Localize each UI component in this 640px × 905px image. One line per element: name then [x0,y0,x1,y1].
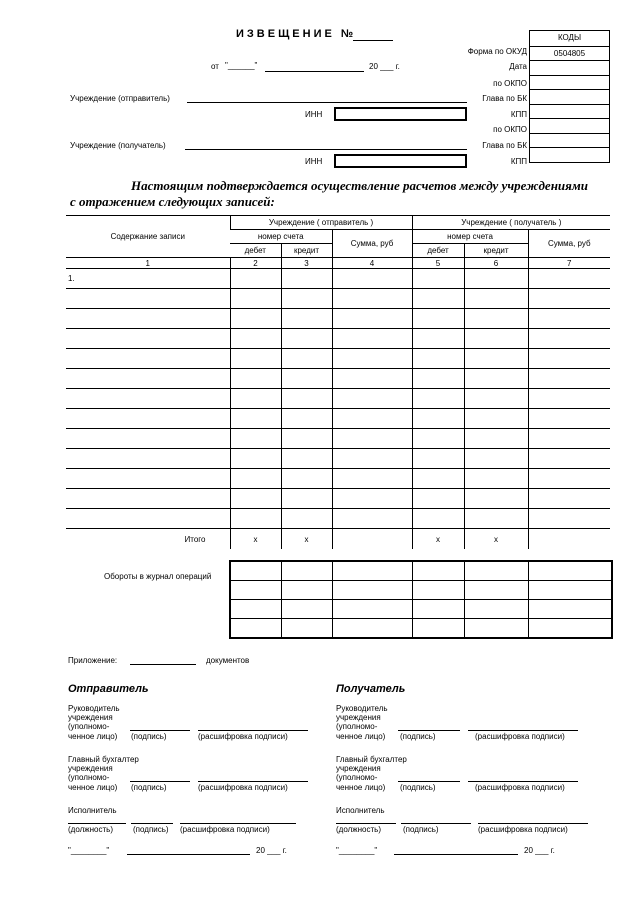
sender-inn-field[interactable] [334,107,467,121]
entry-cell[interactable] [528,509,610,529]
entry-cell[interactable] [464,329,528,349]
signature-caption: (подпись) [400,732,436,741]
receiver-head-label: ченное лицо) [336,732,386,741]
receiver-accountant-label: ченное лицо) [336,783,386,792]
receiver-bk-label: Глава по БК [482,141,527,150]
entry-cell[interactable] [66,309,230,329]
sender-account-header: номер счета [230,230,332,244]
entry-cell[interactable] [332,449,412,469]
appendix-label: Приложение: [68,656,118,665]
sender-head-label: ченное лицо) [68,732,118,741]
entry-cell[interactable] [281,369,332,389]
entry-cell[interactable] [66,449,230,469]
table-row [66,509,610,529]
sender-kpp-code[interactable] [530,104,609,119]
total-x-mark: х [230,529,281,550]
sender-date-month-line[interactable] [127,854,250,855]
sender-head-label: Руководитель [68,704,120,713]
receiver-date-month-line[interactable] [394,854,518,855]
table-row [66,309,610,329]
receiver-executor-decoding-line[interactable] [478,823,588,824]
entry-cell[interactable] [412,409,464,429]
receiver-accountant-signature-line[interactable] [398,781,460,782]
sender-accountant-label: Главный бухгалтер [68,755,139,764]
table-row [66,289,610,309]
date-code[interactable] [530,60,609,75]
sender-accountant-decoding-line[interactable] [198,781,308,782]
entry-cell[interactable] [464,269,528,289]
total-label: Итого [66,529,230,550]
entry-cell[interactable] [412,309,464,329]
turnover-cell[interactable] [528,600,612,619]
col-number: 6 [464,258,528,269]
entry-cell[interactable]: 1. [66,269,230,289]
receiver-accountant-label: Главный бухгалтер [336,755,407,764]
turnover-cell[interactable] [464,619,528,639]
sender-bk-label: Глава по БК [482,94,527,103]
turnover-cell[interactable] [281,600,332,619]
turnover-cell[interactable] [332,600,412,619]
entries-table [66,215,610,549]
receiver-inn-label: ИНН [305,157,323,166]
signature-caption: (подпись) [400,783,436,792]
entry-cell[interactable] [464,349,528,369]
receiver-group-header: Учреждение ( получатель ) [412,216,610,230]
sender-executor-decoding-line[interactable] [180,823,296,824]
date-year: 20 ___ г. [369,62,400,71]
date-month-line[interactable] [265,71,364,72]
col-number: 2 [230,258,281,269]
entry-cell[interactable] [66,349,230,369]
turnover-cell[interactable] [230,561,281,581]
col-number: 3 [281,258,332,269]
entry-cell[interactable] [66,389,230,409]
entry-cell[interactable] [281,509,332,529]
entry-cell[interactable] [332,469,412,489]
entry-cell[interactable] [412,489,464,509]
position-caption: (должность) [336,825,381,834]
entry-cell[interactable] [230,349,281,369]
receiver-head-decoding-line[interactable] [468,730,578,731]
entry-cell[interactable] [412,269,464,289]
receiver-accountant-label: (уполномо- [336,773,378,782]
decoding-caption: (расшифровка подписи) [198,783,288,792]
table-row [66,489,610,509]
sender-accountant-signature-line[interactable] [130,781,190,782]
turnover-cell[interactable] [281,561,332,581]
entry-cell[interactable] [281,349,332,369]
entry-cell[interactable] [66,429,230,449]
receiver-head-label: (уполномо- [336,722,378,731]
receiver-executor-label: Исполнитель [336,806,385,815]
sender-sum-header: Сумма, руб [332,230,412,258]
turnover-cell[interactable] [412,581,464,600]
receiver-date-year: 20 ___ г. [524,846,555,855]
sender-head-decoding-line[interactable] [198,730,308,731]
sender-head-signature-line[interactable] [130,730,190,731]
entry-cell[interactable] [66,369,230,389]
table-row [66,449,610,469]
entry-cell[interactable] [332,269,412,289]
entry-cell[interactable] [528,369,610,389]
entry-cell[interactable] [230,309,281,329]
turnover-cell[interactable] [528,581,612,600]
total-sum-receiver[interactable] [528,529,610,550]
table-row [66,369,610,389]
entry-cell[interactable] [332,509,412,529]
entry-cell[interactable] [528,309,610,329]
turnover-cell[interactable] [412,561,464,581]
appendix-suffix: документов [206,656,250,665]
entry-cell[interactable] [528,449,610,469]
entry-cell[interactable] [464,449,528,469]
entry-cell[interactable] [528,469,610,489]
table-row [66,269,610,289]
entry-cell[interactable] [230,389,281,409]
turnover-cell[interactable] [332,581,412,600]
receiver-head-signature-line[interactable] [398,730,460,731]
entry-cell[interactable] [332,429,412,449]
sender-debit-header: дебет [230,244,281,258]
sender-date-day: "________" [68,846,110,855]
heading-line2: с отражением следующих записей: [70,194,275,209]
sender-accountant-label: ченное лицо) [68,783,118,792]
entry-cell[interactable] [281,269,332,289]
turnover-cell[interactable] [412,619,464,639]
date-prefix: от [211,62,219,71]
entry-cell[interactable] [332,309,412,329]
entry-cell[interactable] [332,409,412,429]
entry-cell[interactable] [412,329,464,349]
entry-cell[interactable] [281,489,332,509]
turnover-cell[interactable] [230,619,281,639]
receiver-executor-signature-line[interactable] [401,823,471,824]
col-number: 7 [528,258,610,269]
entry-cell[interactable] [332,369,412,389]
appendix-count-line[interactable] [130,664,196,665]
turnover-cell[interactable] [412,600,464,619]
doc-number-line[interactable] [353,40,393,41]
sender-name-line[interactable] [187,102,467,103]
entry-cell[interactable] [281,309,332,329]
entry-cell[interactable] [230,409,281,429]
receiver-kpp-code[interactable] [530,147,609,162]
entry-cell[interactable] [412,449,464,469]
sender-date-year: 20 ___ г. [256,846,287,855]
entry-cell[interactable] [528,489,610,509]
sender-okpo-label: по ОКПО [493,79,527,88]
receiver-inn-field[interactable] [334,154,467,168]
entry-cell[interactable] [230,449,281,469]
table-row [66,389,610,409]
entry-cell[interactable] [66,329,230,349]
date-day: "______" [225,61,258,70]
receiver-section-title: Получатель [336,683,406,695]
entry-cell[interactable] [230,469,281,489]
receiver-kpp-label: КПП [510,157,527,166]
col-number: 4 [332,258,412,269]
turnover-cell[interactable] [464,600,528,619]
turnover-cell[interactable] [528,561,612,581]
entry-cell[interactable] [464,389,528,409]
entry-cell[interactable] [528,289,610,309]
sender-inn-label: ИНН [305,110,323,119]
sender-executor-position-line[interactable] [68,823,126,824]
entry-cell[interactable] [528,349,610,369]
turnover-table [229,560,613,639]
entry-cell[interactable] [281,469,332,489]
entry-cell[interactable] [464,469,528,489]
entry-cell[interactable] [66,489,230,509]
turnover-cell[interactable] [230,581,281,600]
receiver-bk-code[interactable] [530,133,609,148]
entry-cell[interactable] [412,509,464,529]
receiver-sum-header: Сумма, руб [528,230,610,258]
heading-line1: Настоящим подтверждается осуществление расчетов между учреждениями [131,178,588,193]
turnover-cell[interactable] [332,561,412,581]
sender-section-title: Отправитель [68,683,149,695]
entry-cell[interactable] [332,349,412,369]
sender-head-label: учреждения [68,713,113,722]
entry-cell[interactable] [332,329,412,349]
table-row [66,329,610,349]
codes-header: КОДЫ [530,31,609,46]
receiver-debit-header: дебет [412,244,464,258]
codes-box [529,30,610,163]
entry-cell[interactable] [230,269,281,289]
total-x-mark: х [281,529,332,550]
entry-cell[interactable] [528,409,610,429]
sender-head-label: (уполномо- [68,722,110,731]
entry-cell[interactable] [332,289,412,309]
receiver-okpo-code[interactable] [530,118,609,133]
entry-cell[interactable] [230,329,281,349]
entry-cell[interactable] [66,509,230,529]
entry-cell[interactable] [230,429,281,449]
entry-cell[interactable] [464,409,528,429]
turnover-cell[interactable] [281,619,332,639]
entry-cell[interactable] [230,369,281,389]
receiver-date-day: "________" [336,846,378,855]
entry-cell[interactable] [281,289,332,309]
col-content-header: Содержание записи [66,216,230,258]
sender-group-header: Учреждение ( отправитель ) [230,216,412,230]
table-row [66,429,610,449]
decoding-caption: (расшифровка подписи) [180,825,270,834]
sender-executor-signature-line[interactable] [131,823,173,824]
sender-okpo-code[interactable] [530,75,609,90]
decoding-caption: (расшифровка подписи) [475,732,565,741]
entry-cell[interactable] [528,269,610,289]
document-title: ИЗВЕЩЕНИЕ № [236,28,357,40]
receiver-executor-position-line[interactable] [336,823,396,824]
entry-cell[interactable] [66,469,230,489]
decoding-caption: (расшифровка подписи) [475,783,565,792]
total-sum-sender[interactable] [332,529,412,550]
turnover-label: Обороты в журнал операций [104,572,212,581]
entry-cell[interactable] [230,489,281,509]
table-row [66,409,610,429]
entry-cell[interactable] [66,289,230,309]
turnover-cell[interactable] [528,619,612,639]
entry-cell[interactable] [464,289,528,309]
sender-label: Учреждение (отправитель) [70,94,170,103]
entry-cell[interactable] [464,509,528,529]
entry-cell[interactable] [412,349,464,369]
entry-cell[interactable] [281,329,332,349]
turnover-cell[interactable] [464,581,528,600]
entry-cell[interactable] [66,409,230,429]
decoding-caption: (расшифровка подписи) [478,825,568,834]
entry-cell[interactable] [412,469,464,489]
entry-cell[interactable] [281,409,332,429]
sender-bk-code[interactable] [530,89,609,104]
okud-code: 0504805 [530,46,609,61]
entry-cell[interactable] [464,429,528,449]
entry-cell[interactable] [281,429,332,449]
sender-credit-header: кредит [281,244,332,258]
entry-cell[interactable] [230,509,281,529]
position-caption: (должность) [68,825,113,834]
entry-cell[interactable] [281,449,332,469]
entry-cell[interactable] [464,369,528,389]
entry-cell[interactable] [412,389,464,409]
sender-kpp-label: КПП [510,110,527,119]
entry-cell[interactable] [412,289,464,309]
entry-cell[interactable] [464,309,528,329]
table-row [66,469,610,489]
receiver-name-line[interactable] [185,149,467,150]
turnover-cell[interactable] [281,581,332,600]
col-number: 5 [412,258,464,269]
entry-cell[interactable] [332,489,412,509]
col-number: 1 [66,258,230,269]
signature-caption: (подпись) [133,825,169,834]
receiver-accountant-label: учреждения [336,764,381,773]
okud-label: Форма по ОКУД [467,47,527,56]
decoding-caption: (расшифровка подписи) [198,732,288,741]
entry-cell[interactable] [528,389,610,409]
receiver-head-label: Руководитель [336,704,388,713]
table-row [66,349,610,369]
entry-cell[interactable] [412,429,464,449]
entry-cell[interactable] [412,369,464,389]
entry-cell[interactable] [464,489,528,509]
total-row [66,529,610,550]
receiver-account-header: номер счета [412,230,528,244]
turnover-cell[interactable] [230,600,281,619]
sender-executor-label: Исполнитель [68,806,117,815]
sender-accountant-label: учреждения [68,764,113,773]
receiver-accountant-decoding-line[interactable] [468,781,578,782]
total-x-mark: х [412,529,464,550]
receiver-credit-header: кредит [464,244,528,258]
receiver-head-label: учреждения [336,713,381,722]
receiver-okpo-label: по ОКПО [493,125,527,134]
entry-cell[interactable] [332,389,412,409]
receiver-label: Учреждение (получатель) [70,141,166,150]
total-x-mark: х [464,529,528,550]
entry-cell[interactable] [281,389,332,409]
entry-cell[interactable] [230,289,281,309]
signature-caption: (подпись) [131,783,167,792]
signature-caption: (подпись) [403,825,439,834]
date-label: Дата [509,62,527,71]
turnover-cell[interactable] [332,619,412,639]
signature-caption: (подпись) [131,732,167,741]
turnover-cell[interactable] [464,561,528,581]
sender-accountant-label: (уполномо- [68,773,110,782]
entry-cell[interactable] [528,429,610,449]
entry-cell[interactable] [528,329,610,349]
